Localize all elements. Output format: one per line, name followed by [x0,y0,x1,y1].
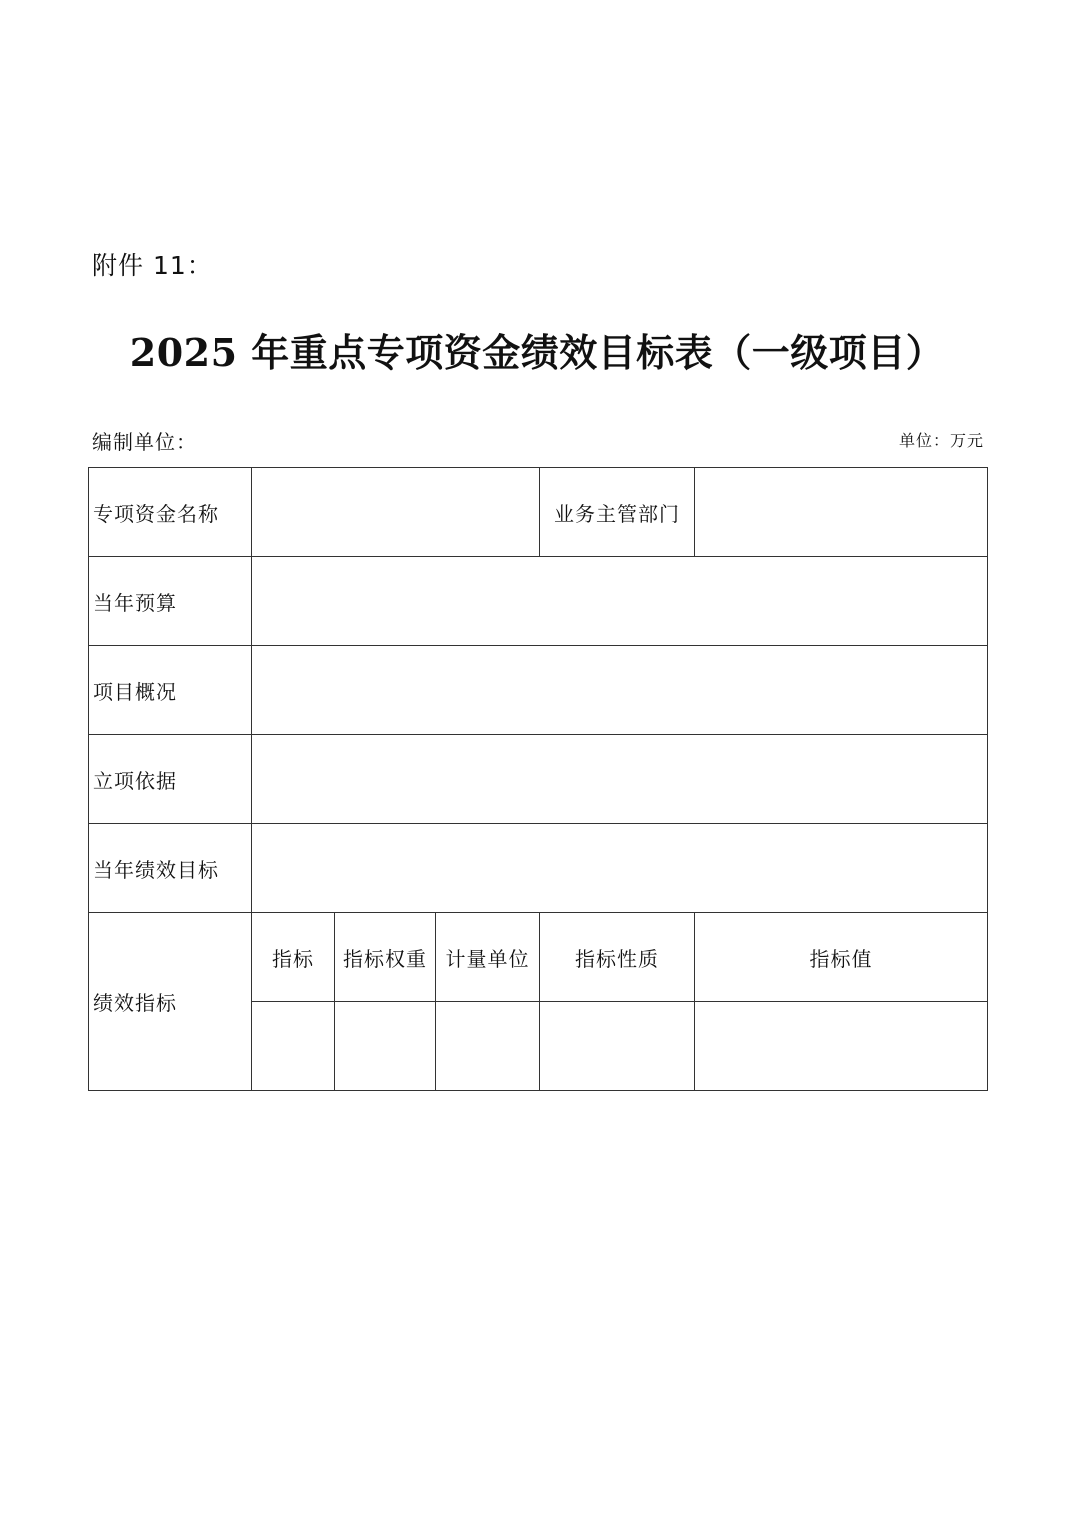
table-row [89,824,988,913]
indicator-header: 指标 [252,913,335,1002]
goal-field[interactable] [252,824,988,913]
fund-name-label: 专项资金名称 [89,468,252,557]
overview-field[interactable] [252,646,988,735]
nature-header: 指标性质 [540,913,695,1002]
indicator-field[interactable] [252,1002,335,1091]
form-meta-row [92,424,984,454]
indicators-label: 绩效指标 [89,913,252,1091]
attachment-label: 附件 11： [92,251,213,280]
table-row [89,913,988,1002]
compiler-label: 编制单位： [92,430,197,454]
dept-field[interactable] [695,468,988,557]
table-row [89,557,988,646]
table-row [89,646,988,735]
weight-header: 指标权重 [335,913,436,1002]
unit-field[interactable] [436,1002,540,1091]
dept-label: 业务主管部门 [540,468,695,557]
nature-field[interactable] [540,1002,695,1091]
table-row [89,468,988,557]
performance-target-table [88,467,988,1091]
fund-name-field[interactable] [252,468,540,557]
unit-header: 计量单位 [436,913,540,1002]
weight-field[interactable] [335,1002,436,1091]
value-field[interactable] [695,1002,988,1091]
value-header: 指标值 [695,913,988,1002]
overview-label: 项目概况 [89,646,252,735]
budget-label: 当年预算 [89,557,252,646]
goal-label: 当年绩效目标 [89,824,252,913]
budget-field[interactable] [252,557,988,646]
page-title: 2025 年重点专项资金绩效目标表（一级项目） [129,330,945,375]
table-row [89,735,988,824]
basis-label: 立项依据 [89,735,252,824]
unit-label: 单位：万元 [898,431,984,450]
basis-field[interactable] [252,735,988,824]
